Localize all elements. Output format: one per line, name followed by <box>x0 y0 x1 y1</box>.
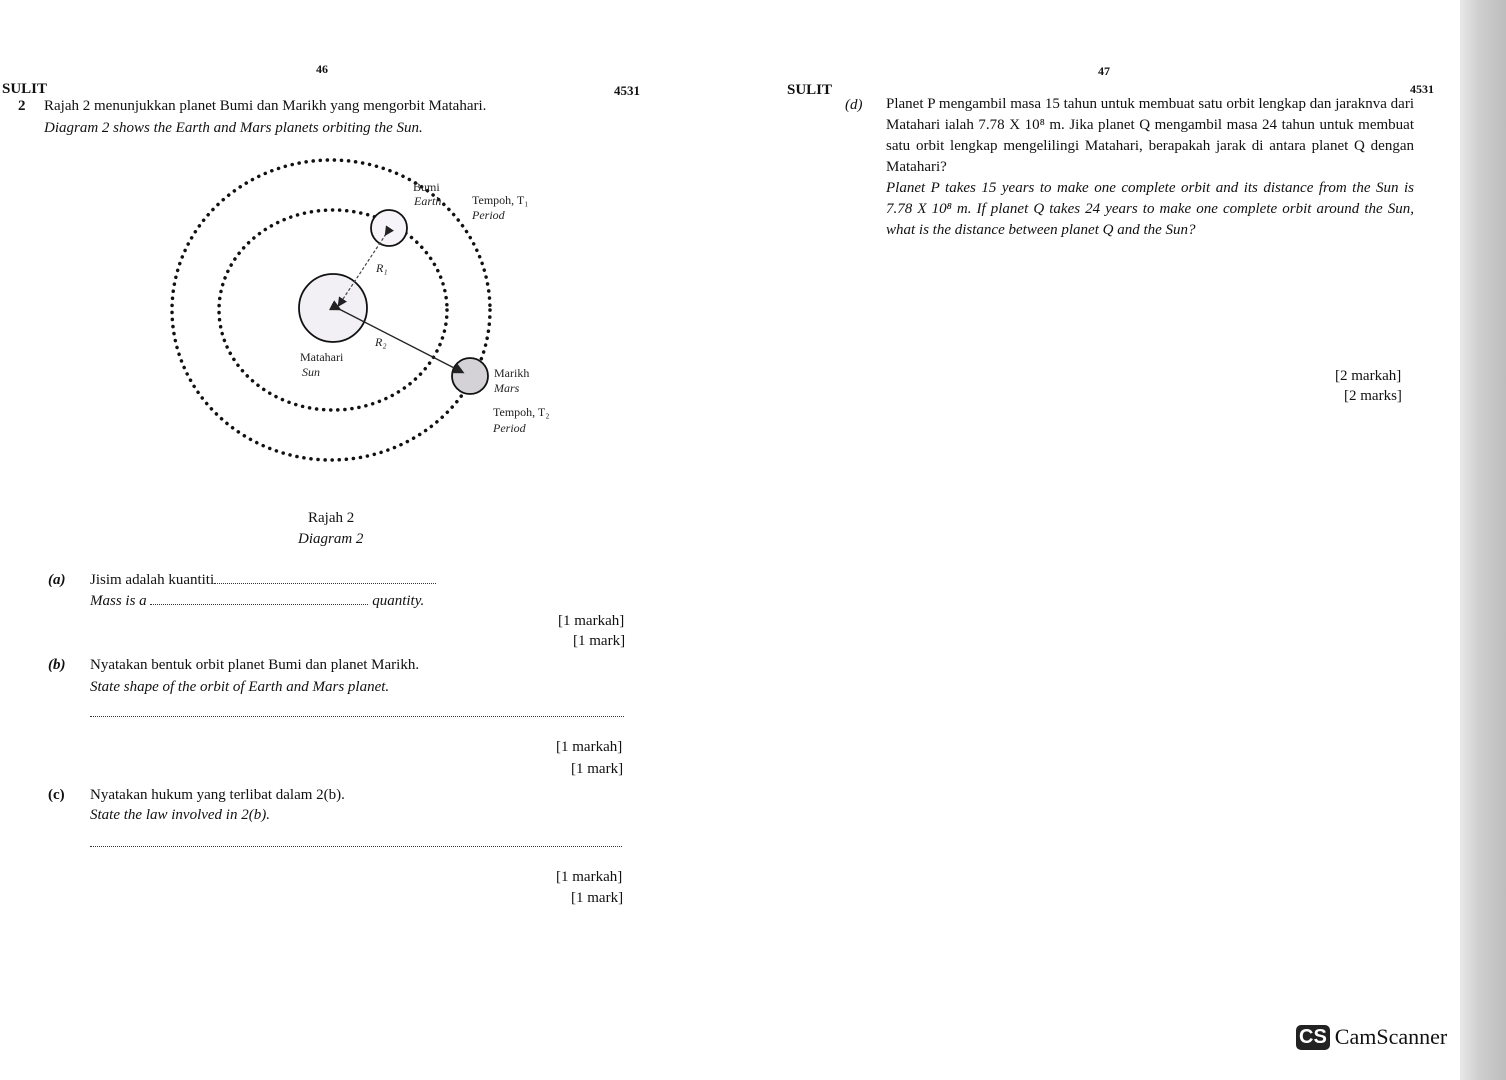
label-r1: R₁ <box>376 261 388 275</box>
intro-en: Diagram 2 shows the Earth and Mars planets orbiting the Sun. <box>44 120 423 136</box>
label-sun-ms: Matahari <box>300 350 344 364</box>
q-b-marks-ms: [1 markah] <box>556 739 623 755</box>
label-period2-en: Period <box>493 421 526 435</box>
label-mars-ms: Marikh <box>494 366 530 380</box>
q-b-answer-line[interactable] <box>90 716 624 717</box>
header-sulit-right: SULIT <box>787 82 833 98</box>
q-a-en-pre: Mass is a <box>90 593 147 609</box>
q-a-answer-line-en[interactable] <box>150 604 368 605</box>
q-a-ms: Jisim adalah kuantiti <box>90 572 215 588</box>
camscanner-watermark <box>1296 1024 1447 1050</box>
mars-circle <box>452 358 488 394</box>
diagram-caption-en: Diagram 2 <box>298 531 364 547</box>
q-c-answer-line[interactable] <box>90 846 622 847</box>
diagram-caption-ms: Rajah 2 <box>308 510 355 526</box>
page-number-left: 46 <box>316 62 328 76</box>
q-b-en: State shape of the orbit of Earth and Mars planet. <box>90 679 390 695</box>
q-d-ms: Planet P mengambil masa 15 tahun untuk membuat satu orbit lengkap dan jaraknva dari Matahari ialah 7.78 X 10⁸ m. Jika planet Q mengambil masa 24 tahun untuk membuat satu orbit lengkap mengelilingi Matahari, berapakah jarak di antara planet Q dengan Matahari? <box>886 96 1414 175</box>
label-earth-ms: Bumi <box>413 180 440 194</box>
q-a-marks-en: [1 mark] <box>573 633 626 649</box>
header-code-right: 4531 <box>1410 82 1434 96</box>
q-d-marks-ms: [2 markah] <box>1335 368 1402 384</box>
q-c-marks-en: [1 mark] <box>571 890 624 906</box>
q-a-marks-ms: [1 markah] <box>558 613 625 629</box>
q-b-ms: Nyatakan bentuk orbit planet Bumi dan planet Marikh. <box>90 657 420 673</box>
label-period2-ms: Tempoh, T₂ <box>493 405 550 419</box>
label-period1-en: Period <box>472 208 505 222</box>
label-mars-en: Mars <box>494 381 520 395</box>
q-c-label: (c) <box>48 787 65 803</box>
q-b-marks-en: [1 mark] <box>571 761 624 777</box>
label-sun-en: Sun <box>302 365 320 379</box>
label-r2: R₂ <box>375 335 387 349</box>
q-a-en-post: quantity. <box>372 593 425 609</box>
q-d-marks-en: [2 marks] <box>1344 388 1402 404</box>
sun-circle <box>299 274 367 342</box>
header-code-left: 4531 <box>614 83 640 98</box>
q-c-en: State the law involved in 2(b). <box>90 807 270 823</box>
earth-circle <box>371 210 407 246</box>
q-d-en: Planet P takes 15 years to make one complete orbit and its distance from the Sun is 7.78 X 10⁸ m. If planet Q takes 24 years to make one complete orbit around the Sun, what is the distance between planet Q and the Sun? <box>886 180 1414 238</box>
q-a-label: (a) <box>48 572 66 588</box>
label-period1-ms: Tempoh, T₁ <box>472 193 529 207</box>
q-c-marks-ms: [1 markah] <box>556 869 623 885</box>
intro-ms: Rajah 2 menunjukkan planet Bumi dan Marikh yang mengorbit Matahari. <box>44 98 487 114</box>
q-a-answer-line-ms[interactable] <box>214 583 436 584</box>
q-b-label: (b) <box>48 657 66 673</box>
label-earth-en: Earth <box>414 194 442 208</box>
question-number: 2 <box>18 98 26 114</box>
q-c-ms: Nyatakan hukum yang terlibat dalam 2(b). <box>90 787 345 803</box>
orbit-diagram <box>0 0 620 480</box>
scanner-edge <box>1460 0 1506 1080</box>
header-sulit-left: SULIT <box>2 81 48 97</box>
r2-arrow <box>339 309 462 372</box>
q-d-label: (d) <box>845 97 863 113</box>
page-number-right: 47 <box>1098 64 1110 78</box>
camscanner-logo-icon: CS <box>1296 1025 1330 1050</box>
camscanner-name: CamScanner <box>1334 1024 1448 1049</box>
